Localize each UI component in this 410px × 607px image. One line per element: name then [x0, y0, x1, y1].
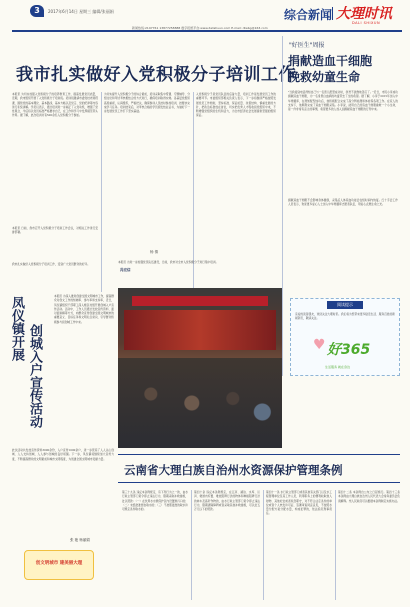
promo-heading-text: 阅读提示 [337, 302, 353, 307]
main-article-short: 本报讯 日前，我市召开入党积极分子培训工作会议，对相关工作进行安排部署。 [12, 226, 98, 235]
promo-box [290, 298, 400, 376]
main-headline: 我市扎实做好入党积极分子培训工作 [16, 65, 296, 85]
page-number-badge [30, 5, 44, 17]
civic-logo-text: 创文明城市 建美丽大理 [35, 561, 83, 566]
section-title: 综合新闻 [284, 8, 333, 22]
promo-badge-text: 好365 [327, 342, 371, 358]
page-number: 3 [34, 6, 40, 15]
promo-text: 亲爱的读者朋友，欢迎关注大理时讯。我们将为您带来更多贴近生活、服务百姓的新闻资讯，敬请关注。 [295, 312, 395, 321]
side-article-body2: 捐献造血干细胞不会影响身体健康，采集后人体造血功能会在短时间内恢复。红十字会工作人员表示，欢迎更多爱心人士加入中华骨髓库志愿者队伍，用爱心点燃生命之光。 [288, 198, 398, 207]
law-headline: 云南省大理白族自治州水资源保护管理条例 [124, 463, 343, 477]
vertical-title-col1: 凤仪镇开展 [9, 296, 24, 361]
main-byline: 杨 倩 [150, 250, 159, 254]
side-headline-line1: 捐献造血干细胞 [288, 54, 373, 68]
main-article-col1: 本报讯 为切实加强入党积极分子的培养教育工作，提高发展党员质量，近期，我市组织开展了入党积极分子培训班。培训班邀请市委党校老师授课，围绕党的基本理论、基本路线、基本方略以及党章、党的纪律等内容进行系统讲解。学员们表示，通过培训进一步端正了入党动机，增强了党性观念，今后将以党员标准严格要求自己，在工作和学习中发挥模范带头作用。据了解，此次培训共有500余名入党积极分子参加。 [12, 92, 98, 118]
audience [118, 358, 282, 448]
stage-banner [132, 296, 268, 306]
promo-badge [313, 335, 377, 363]
header-rule [12, 30, 402, 32]
date-line: 2017年6月14日 星期三 编辑/张丽娟 [48, 9, 114, 14]
brand-logo [336, 3, 392, 23]
brand-sub: DALI SHIXUN [352, 21, 381, 25]
law-divider-1 [191, 490, 192, 600]
law-divider-2 [263, 490, 264, 600]
brand-accent: 时讯 [364, 6, 392, 22]
heart-icon: ♥ [313, 337, 326, 353]
main-article-col2: 为切实提升入党积极分子的综合素质，培训采取集中授课、专题辅导、分组讨论和考试考核相结合的方式进行，确保培训取得实效。各基层党组织高度重视，认真组织，严格把关，确保参训人员按时参加培训，按要求完成学习任务。培训结束后，对考核合格的学员颁发结业证书，为做好下一步发展党员工作打下坚实基础。 [104, 92, 190, 114]
vertical-title-col2: 创城入户宣传活动 [27, 324, 42, 428]
main-article-short2: 我市扎实做好入党积极分子培训工作，受到广大党员群众的好评。 [12, 262, 90, 266]
main-article-col3: 入党积极分子是党员队伍的后备力量，培训工作是发展党员工作的重要环节。市委组织部相关负责人表示，下一步将继续严格按照发展党员工作细则，坚持标准、保证质量、改善结构、慎重发展的方针，把政治标准放在首位，切实把优秀人才吸收到党组织中来，不断增强党组织的生机和活力，为全市经济社会发展提供坚强的组织保证。 [196, 92, 276, 118]
stage-backdrop [124, 310, 276, 350]
law-top-rule [118, 454, 400, 455]
law-col3: 第四十一条 水行政主管部门或者其他有关部门以及水工程管理单位及其工作人员，利用职务上的便利收取他人财物、其他好处或者玩忽职守，对不符合法定条件的单位或者个人核发许可证、签署审查同意意见，不按照水量分配方案分配水量，构成犯罪的，依法追究刑事责任。 [266, 490, 332, 516]
brand-divider [332, 7, 333, 20]
vertical-title [10, 296, 50, 446]
lower-article-body: 此次活动共发放宣传资料3000余份，入户宣传1000余户，进一步营造了人人关心创城、人人支持创城、人人参与创城的良好氛围。下一步，凤仪镇将继续加大宣传力度，不断提高群众的文明素质和城市文明程度，为创建全国文明城市贡献力量。 [12, 448, 114, 461]
civic-logo [24, 550, 94, 580]
side-divider [282, 36, 283, 376]
law-divider-3 [335, 490, 336, 600]
brand-main: 大理 [336, 6, 364, 22]
side-headline-line2: 挽救幼童生命 [288, 70, 361, 84]
promo-badge-sub: 生活服务 就在身边 [325, 365, 350, 369]
main-article-short3: 本报讯 为进一步加强党员队伍建设，日前，我市对全市入党积极分子进行集中培训。 [118, 260, 219, 264]
lower-byline: 张 艳 杨丽娟 [70, 538, 90, 542]
law-col4: 第四十二条 本条例自公布之日起施行。第四十三条 本条例由大理白族自治州人民代表大会常务委员会负责解释。州人民政府可以根据本条例制定实施办法。 [338, 490, 400, 503]
author-label: 冯宏信 [120, 268, 131, 272]
law-col2: 第四十条 违反本条例规定，在江河、湖泊、水库、运河、渠道内弃置、堆放阻碍行洪的物体和种植阻碍行洪的林木及高秆作物的，由水行政主管部门责令停止违法行为，限期清除障碍或者采取其他补救措施，可以处五万元以下的罚款。 [194, 490, 260, 512]
col-divider-1 [101, 92, 102, 292]
meeting-photo [118, 288, 282, 448]
page-header [0, 0, 410, 34]
info-line: 新闻热线:2197761 13877258888 数字报纸平台:www.dalishuun.com E-mail: dlwbg@163.com [132, 26, 268, 30]
law-col1: 第三十九条 违反本条例规定，有下列行为之一的，由水行政主管部门责令停止违法行为，限期采取补救措施，处以罚款：（一）在饮用水水源保护区内设置排污口的；（二）未经批准擅自取水的；（三）不按照批准的取水许可规定条件取水的。 [122, 490, 188, 512]
side-kicker: "好医生"周报 [289, 42, 325, 49]
law-bottom-rule [118, 482, 400, 483]
lower-article-intro: 本报讯 为深入推进创建全国文明城市工作，提高群众对创文工作的知晓率、参与率和支持率，近日，凤仪镇组织干部职工深入辖区村组开展创城入户宣传活动。活动中，工作人员通过发放宣传资料、面对面讲解等方式，向群众宣传创建全国文明城市的重要意义、目标任务和文明礼仪常识，引导群众积极参与到创城工作中来。 [54, 294, 114, 324]
promo-heading [327, 301, 363, 309]
side-article-body: "当我接到电话得知自己与一名患儿配型成功时，我毫不犹豫地答应了。"近日，市民小李成功捐献造血干细胞，为一名身患白血病的幼童带去了生的希望。据了解，小李于2015年加入中华骨髓库，在得知配型成功后，他积极配合完成了高分辨检测和体检等各项工作。在家人的支持下，他顺利完成了造血干细胞采集。小李说，能用自己的造血干细胞挽救一个小生命，是一件非常有意义的事情，希望更多的人加入到捐献造血干细胞的行列中来。 [288, 90, 398, 112]
